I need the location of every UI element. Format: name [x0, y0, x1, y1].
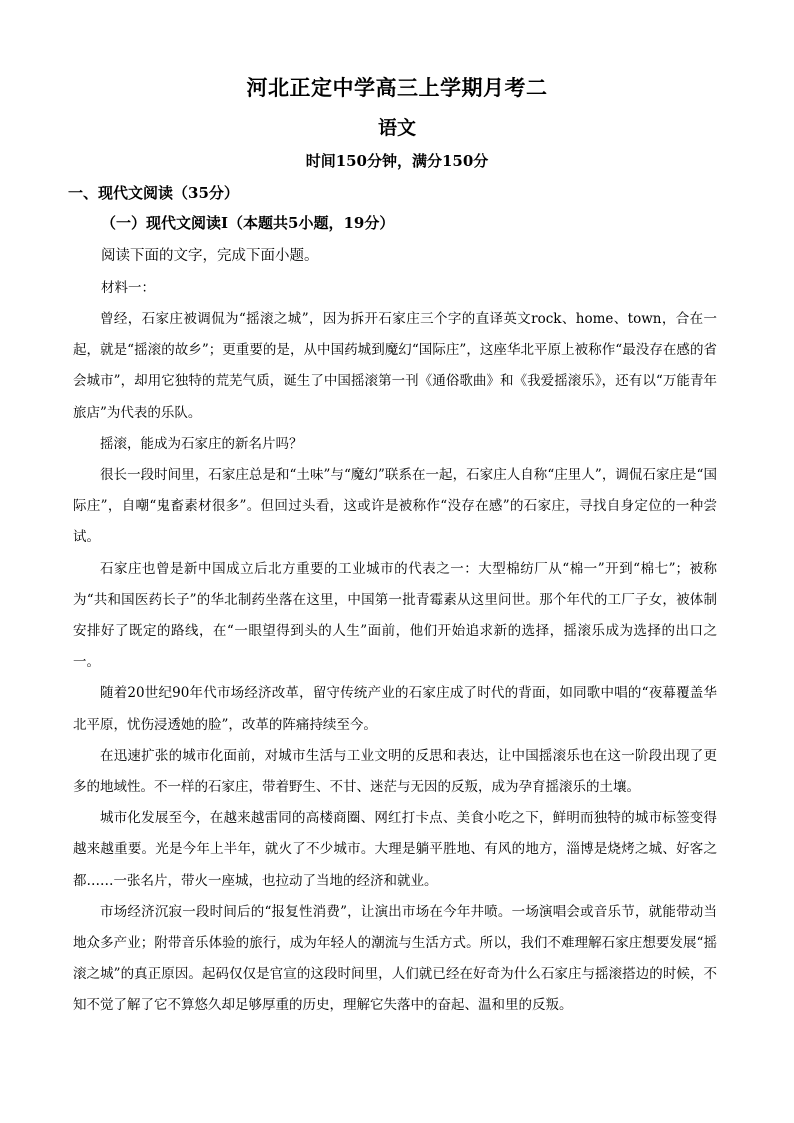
page-title: 河北正定中学高三上学期月考二	[246, 75, 548, 100]
paragraph: 摇滚，能成为石家庄的新名片吗？	[100, 435, 303, 452]
material-body	[73, 304, 717, 1022]
reading-instruction: 阅读下面的文字，完成下面小题。	[101, 248, 319, 264]
paragraph: 很长一段时间里，石家庄总是和“土味”与“魔幻”联系在一起，石家庄人自称“庄里人”，调侃石家庄是“国际庄”，自嘲“鬼畜素材很多”。但回过头看，这或许是被称作“没存在感”的石家庄，寻找自身定位的一种尝试。	[73, 467, 717, 546]
paragraph: 随着20世纪90年代市场经济改革，留守传统产业的石家庄成了时代的背面，如同歌中唱的“夜幕覆盖华北平原，忧伤浸透她的脸”，改革的阵痛持续至今。	[73, 685, 717, 733]
section-heading: 一、现代文阅读（35分）	[68, 184, 239, 202]
paragraph: 在迅速扩张的城市化面前，对城市生活与工业文明的反思和表达，让中国摇滚乐也在这一阶段出现了更多的地域性。不一样的石家庄，带着野生、不甘、迷茫与无因的反叛，成为孕育摇滚乐的土壤。	[73, 747, 717, 796]
material-label: 材料一：	[101, 280, 155, 296]
exam-time-info: 时间150分钟，满分150分	[305, 152, 489, 170]
subsection-heading: （一）现代文阅读Ⅰ（本题共5小题，19分）	[101, 214, 395, 232]
paragraph: 曾经，石家庄被调侃为“摇滚之城”，因为拆开石家庄三个字的直译英文rock、home、town，合在一起，就是“摇滚的故乡”；更重要的是，从中国药城到魔幻“国际庄”，这座华北平原上被称作“最没存在感的省会城市”，却用它独特的荒芜气质，诞生了中国摇滚第一刊《通俗歌曲》和《我爱摇滚乐》，还有以“万能青年旅店”为代表的乐队。	[73, 311, 717, 421]
paragraph: 城市化发展至今，在越来越雷同的高楼商圈、网红打卡点、美食小吃之下，鲜明而独特的城市标签变得越来越重要。光是今年上半年，就火了不少城市。大理是躺平胜地、有风的地方，淄博是烧烤之城、好客之都……一张名片，带火一座城，也拉动了当地的经济和就业。	[73, 810, 717, 889]
subject-title: 语文	[377, 117, 416, 139]
paragraph: 石家庄也曾是新中国成立后北方重要的工业城市的代表之一：大型棉纺厂从“棉一”开到“棉七”；被称为“共和国医药长子”的华北制药坐落在这里，中国第一批青霉素从这里问世。那个年代的工厂子女，被体制安排好了既定的路线，在“一眼望得到头的人生”面前，他们开始追求新的选择，摇滚乐成为选择的出口之一。	[73, 560, 717, 671]
paragraph: 市场经济沉寂一段时间后的“报复性消费”，让演出市场在今年井喷。一场演唱会或音乐节，就能带动当地众多产业；附带音乐体验的旅行，成为年轻人的潮流与生活方式。所以，我们不难理解石家庄想要发展“摇滚之城”的真正原因。起码仅仅是官宣的这段时间里，人们就已经在好奇为什么石家庄与摇滚搭边的时候，不知不觉了解了它不算悠久却足够厚重的历史，理解它失落中的奋起、温和里的反叛。	[73, 903, 717, 1014]
